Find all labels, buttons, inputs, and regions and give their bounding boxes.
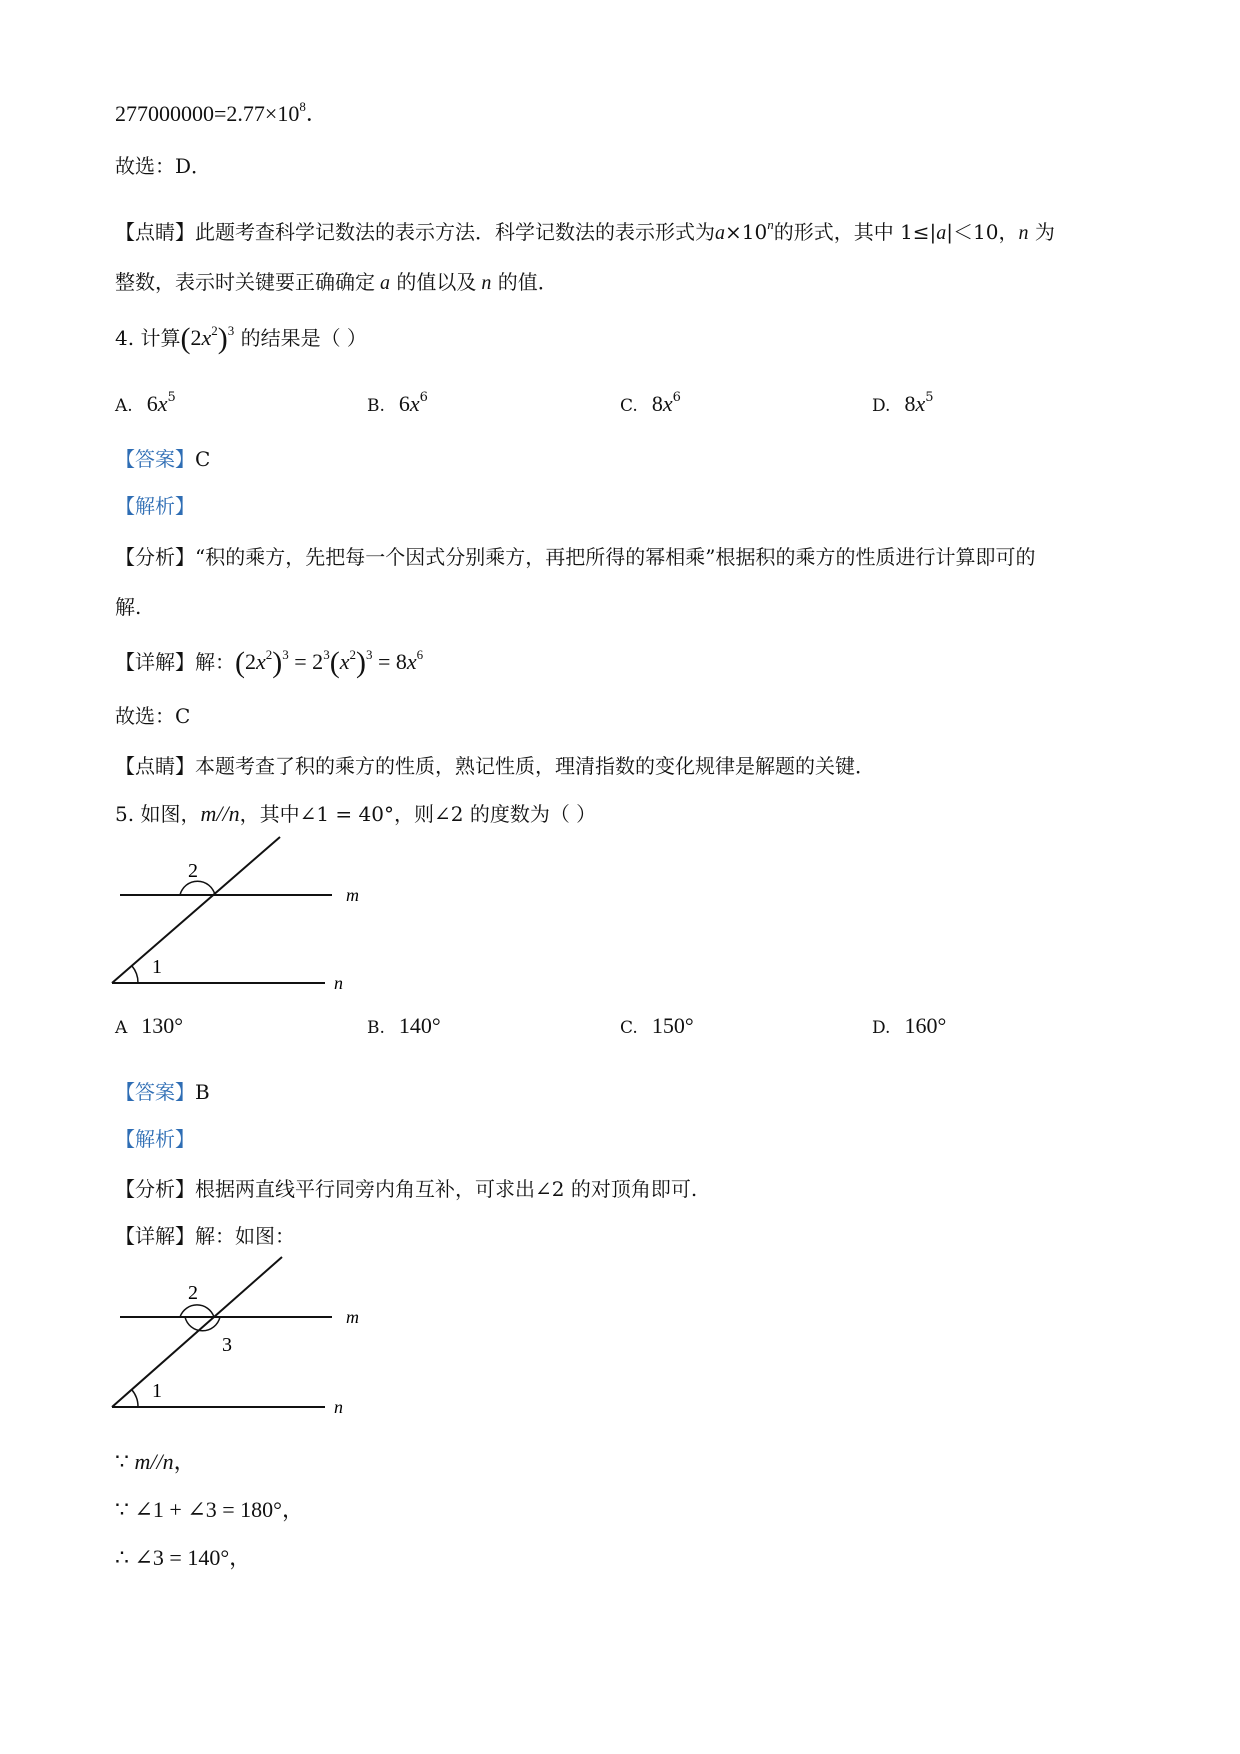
var-a: a — [715, 222, 725, 244]
label-n: n — [334, 1397, 343, 1417]
q5-stem-prefix: 5. 如图， — [115, 802, 201, 826]
dianjing-text-3: |＜10， — [946, 220, 1019, 244]
q5-jiexi-tag: 【解析】 — [115, 1127, 195, 1151]
transversal — [112, 1257, 282, 1407]
q5-step1 — [115, 1448, 196, 1476]
q5-option-c[interactable] — [620, 1012, 694, 1042]
dianjing-text-q4: 本题考查了积的乘方的性质，熟记性质，理清指数的变化规律是解题的关键． — [195, 754, 875, 778]
answer-tag: 【答案】 — [115, 1080, 195, 1104]
times-ten: ×10 — [725, 220, 768, 244]
q4-choose: 故选：C — [115, 704, 191, 728]
option-label: A. — [115, 396, 133, 416]
sci-notation-text: 277000000=2.77×10 — [115, 101, 300, 126]
angle-2-arc — [180, 881, 215, 895]
xiangjie-exp6: 6 — [416, 647, 424, 662]
q5-figure-1 — [110, 835, 380, 995]
dianjing-text-4: 为 — [1028, 220, 1055, 244]
q5-stem-rest: ，其中∠1 = 40°，则∠2 的度数为（ ） — [239, 802, 597, 826]
q5-option-b[interactable] — [367, 1012, 441, 1042]
option-exp: 6 — [672, 390, 681, 405]
because-symbol: ∵ — [115, 1449, 135, 1474]
q4-lparen: ( — [180, 322, 191, 355]
step1-text: m//n — [134, 1449, 174, 1474]
q4-option-b[interactable] — [367, 390, 428, 422]
answer-value: C — [195, 447, 211, 471]
option-coef: 8 — [651, 391, 663, 416]
label-angle-1: 1 — [152, 1380, 162, 1402]
q4-stem-suffix: 的结果是（ ） — [240, 326, 367, 350]
option-coef: 6 — [146, 391, 158, 416]
label-angle-2: 2 — [188, 1282, 198, 1304]
option-var: x — [409, 391, 420, 416]
angle-2-arc — [180, 1305, 214, 1317]
dianjing-text-2: 的形式，其中 1≤| — [773, 220, 937, 244]
xiangjie-eq2: = 8 — [377, 649, 407, 674]
q4-rparen: ) — [217, 322, 228, 355]
fenxi-tag: 【分析】 — [115, 545, 195, 569]
option-value: 130° — [141, 1013, 184, 1038]
option-label: D. — [872, 396, 891, 416]
q4-option-d[interactable] — [872, 390, 933, 422]
q5-mn: m//n — [200, 801, 240, 826]
option-label: D. — [872, 1018, 891, 1038]
var-n: n — [1018, 222, 1029, 244]
q5-xiangjie — [115, 1222, 295, 1250]
angle-1-arc — [132, 1390, 138, 1407]
dianjing-line-3a — [115, 218, 1055, 249]
q4-jiexi-tag: 【解析】 — [115, 494, 195, 518]
option-value: 150° — [651, 1013, 694, 1038]
q4-xiangjie: 【详解】解：$(2x^2)^3 = 2^3(x^2)^3 = 8x^6$ — [115, 646, 424, 679]
q4-var: x — [201, 325, 212, 350]
option-var: x — [157, 391, 168, 416]
fenxi-text: “积的乘方，先把每一个因式分别乘方，再把所得的幂相乘”根据积的乘方的性质进行计算即可的 — [195, 545, 1036, 569]
answer-value: B — [195, 1080, 210, 1104]
dianjing-text-5: 整数，表示时关键要正确确定 — [115, 270, 375, 294]
q4-answer — [115, 445, 210, 473]
label-angle-2: 2 — [188, 860, 198, 882]
label-n: n — [334, 973, 343, 993]
option-label: A — [115, 1018, 128, 1038]
label-angle-3: 3 — [222, 1334, 232, 1356]
q4-exp-outer: 3 — [227, 323, 235, 338]
q5-figure-2 — [110, 1255, 380, 1420]
xiangjie-tag: 【详解】 — [115, 1224, 195, 1248]
q4-fenxi-line1 — [115, 543, 1035, 571]
xiangjie-prefix: 解： — [195, 650, 235, 674]
q5-option-d[interactable] — [872, 1012, 946, 1042]
q4-option-a[interactable] — [115, 390, 176, 422]
q4-fenxi-line2: 解. — [115, 595, 142, 619]
q5-step2: ∵ ∠1 + ∠3 = 180°， — [115, 1497, 304, 1522]
exp-n: n — [767, 217, 774, 232]
option-var: x — [662, 391, 673, 416]
option-coef: 6 — [398, 391, 410, 416]
option-var: x — [915, 391, 926, 416]
xiangjie-exp3: 3 — [323, 647, 330, 662]
dianjing-line-3b: 整数，表示时关键要正确确定 a 的值以及 n 的值． — [115, 270, 558, 294]
option-value: 160° — [904, 1013, 947, 1038]
dianjing-tag-4: 【点睛】 — [115, 754, 195, 778]
xiangjie-text: 解：如图： — [195, 1224, 295, 1248]
option-label: B. — [367, 1018, 385, 1038]
xiangjie-tag: 【详解】 — [115, 650, 195, 674]
transversal — [112, 837, 280, 983]
q4-exp-inner: 2 — [211, 323, 218, 338]
fenxi-text: 根据两直线平行同旁内角互补，可求出∠2 的对顶角即可. — [195, 1177, 698, 1201]
option-coef: 8 — [904, 391, 916, 416]
label-m: m — [346, 1307, 359, 1327]
q5-option-a[interactable] — [115, 1012, 183, 1042]
answer-tag: 【答案】 — [115, 447, 195, 471]
option-exp: 5 — [925, 390, 934, 405]
label-angle-1: 1 — [152, 956, 162, 978]
sci-end: ． — [305, 101, 328, 126]
q4-dianjing — [115, 752, 875, 780]
angle-3-arc — [185, 1317, 220, 1331]
sci-exponent: 8 — [299, 99, 306, 114]
q5-answer — [115, 1078, 210, 1106]
var-a-2: a — [936, 222, 947, 244]
dianjing-tag-3: 【点睛】 — [115, 220, 195, 244]
option-value: 140° — [398, 1013, 441, 1038]
option-label: B. — [367, 396, 385, 416]
fenxi-tag: 【分析】 — [115, 1177, 195, 1201]
q5-stem — [115, 800, 596, 828]
xiangjie-eq1: = 2 — [294, 649, 324, 674]
q4-stem-prefix: 4. 计算 — [115, 326, 181, 350]
q5-step3: ∴ ∠3 = 140°， — [115, 1545, 252, 1570]
dianjing-text-1: 此题考查科学记数法的表示方法．科学记数法的表示形式为 — [195, 220, 715, 244]
option-label: C. — [620, 1018, 638, 1038]
q5-fenxi — [115, 1175, 697, 1203]
q4-option-c[interactable] — [620, 390, 681, 422]
option-exp: 6 — [419, 390, 428, 405]
angle-1-arc — [132, 966, 138, 983]
q4-base: 2 — [190, 325, 202, 350]
step1-end: ， — [173, 1449, 196, 1474]
choose-line-3: 故选：D． — [115, 154, 212, 178]
label-m: m — [346, 885, 359, 905]
q4-stem — [115, 322, 367, 355]
dianjing-text-7: 的值． — [491, 270, 558, 294]
dianjing-text-6: 的值以及 — [390, 270, 477, 294]
option-exp: 5 — [167, 390, 176, 405]
sci-notation-line — [115, 100, 328, 131]
option-label: C. — [620, 396, 638, 416]
